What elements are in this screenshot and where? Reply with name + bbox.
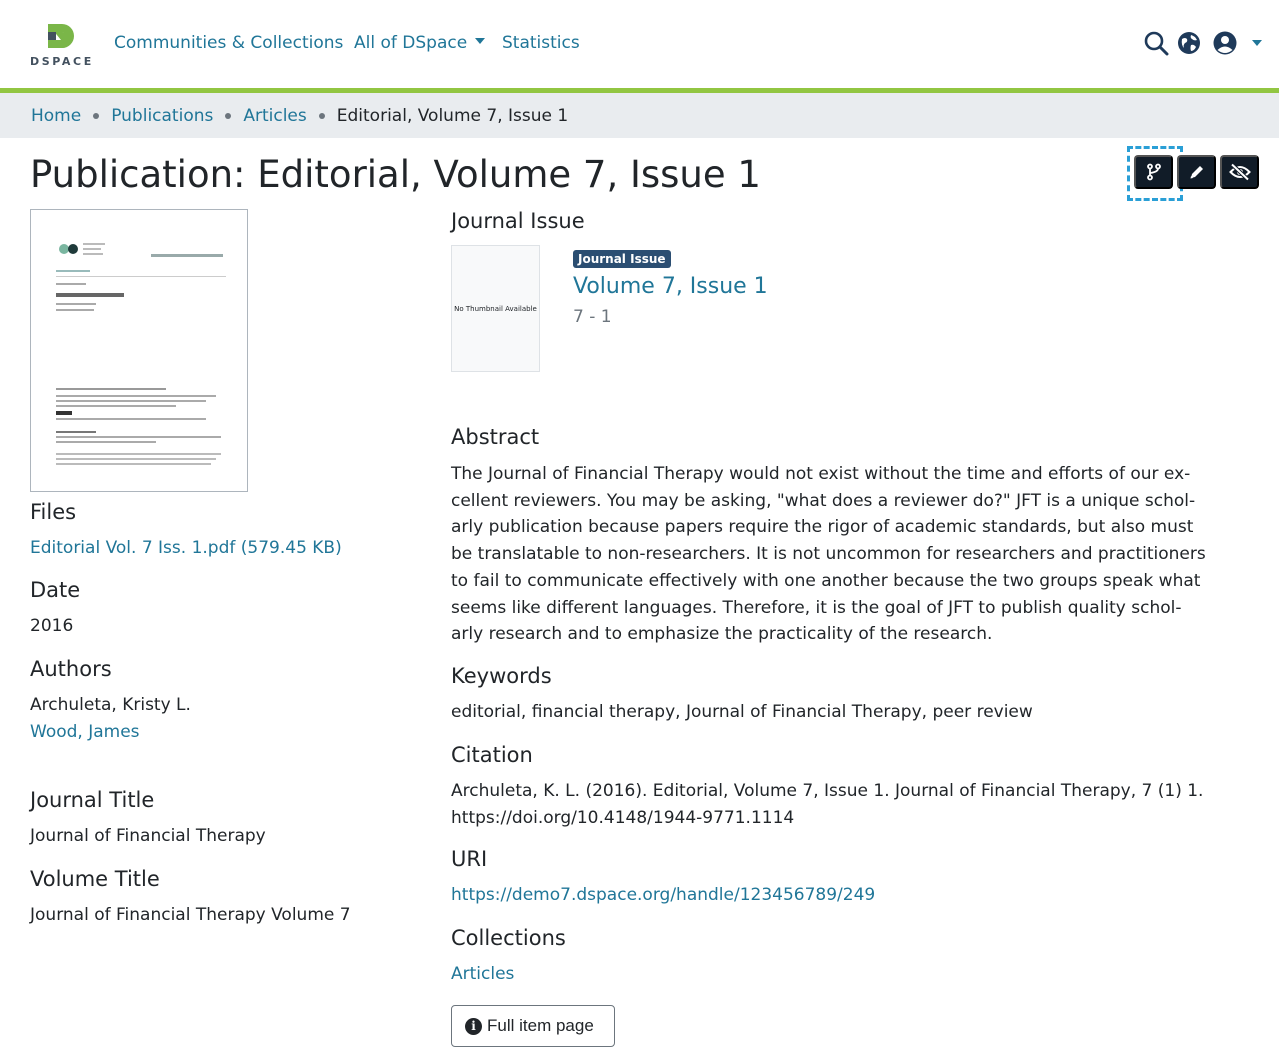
nav-communities-collections[interactable]: Communities & Collections — [114, 33, 344, 53]
file-download-link[interactable]: Editorial Vol. 7 Iss. 1.pdf (579.45 KB) — [30, 538, 342, 558]
item-thumbnail[interactable] — [30, 209, 248, 492]
journal-issue-thumbnail[interactable]: No Thumbnail Available — [451, 245, 540, 372]
nav-all-of-dspace[interactable] — [354, 33, 485, 53]
authors-heading: Authors — [30, 657, 112, 681]
nav-all-of-dspace-label: All of DSpace — [354, 33, 468, 53]
author-link[interactable]: Wood, James — [30, 722, 140, 742]
collections-heading: Collections — [451, 926, 566, 950]
journal-title-heading: Journal Title — [30, 788, 155, 812]
abstract-line: seems like different languages. Therefore, it is the goal of JFT to publish quality schol- — [451, 597, 1182, 618]
journal-issue-heading: Journal Issue — [451, 209, 585, 233]
pencil-icon — [1188, 163, 1206, 181]
journal-issue-link[interactable]: Volume 7, Issue 1 — [573, 274, 768, 299]
uri-link[interactable]: https://demo7.dspace.org/handle/123456789/249 — [451, 885, 876, 905]
files-heading: Files — [30, 500, 77, 524]
abstract-line: arly publication because papers require the rigor of academic standards, but also must — [451, 517, 1194, 538]
breadcrumb-separator — [319, 113, 325, 119]
author-item: Archuleta, Kristy L. — [30, 695, 191, 715]
breadcrumb — [0, 93, 1279, 138]
uri-heading: URI — [451, 847, 488, 871]
search-icon[interactable] — [1143, 30, 1169, 56]
relationship-icon — [1145, 163, 1163, 181]
abstract-line: cellent reviewers. You may be asking, "what does a reviewer do?" JFT is a unique schol- — [451, 490, 1196, 511]
date-value: 2016 — [30, 616, 74, 636]
citation-doi: https://doi.org/10.4148/1944-9771.1114 — [451, 808, 795, 828]
volume-title-heading: Volume Title — [30, 867, 160, 891]
collection-link[interactable]: Articles — [451, 964, 515, 984]
breadcrumb-home[interactable]: Home — [31, 105, 82, 126]
eye-slash-icon — [1229, 163, 1251, 181]
breadcrumb-separator — [93, 113, 99, 119]
abstract-line: arly research and to emphasize the practicality of the research. — [451, 624, 993, 645]
breadcrumb-separator — [225, 113, 231, 119]
keywords-heading: Keywords — [451, 664, 552, 688]
type-badge: Journal Issue — [573, 250, 671, 268]
abstract-text — [451, 461, 1206, 648]
document-preview-image — [31, 210, 247, 491]
caret-down-icon — [475, 38, 485, 44]
edit-button[interactable] — [1177, 155, 1216, 189]
page-title: Publication: Editorial, Volume 7, Issue 1 — [30, 153, 761, 196]
relationships-button[interactable] — [1134, 155, 1173, 189]
journal-title-value: Journal of Financial Therapy — [30, 826, 266, 846]
user-icon[interactable] — [1212, 30, 1238, 56]
journal-issue-number: 7 - 1 — [573, 307, 612, 327]
citation-line: Archuleta, K. L. (2016). Editorial, Volume 7, Issue 1. Journal of Financial Therapy, 7 (1) 1. — [451, 781, 1204, 801]
citation-heading: Citation — [451, 743, 533, 767]
nav-statistics[interactable]: Statistics — [502, 33, 580, 53]
info-circle-icon: i — [465, 1018, 482, 1035]
site-header — [0, 0, 1279, 89]
globe-icon[interactable] — [1176, 30, 1202, 56]
abstract-line: The Journal of Financial Therapy would not exist without the time and efforts of our ex- — [451, 464, 1191, 484]
user-menu-caret-icon[interactable] — [1252, 40, 1262, 46]
full-item-page-label: Full item page — [487, 1016, 594, 1035]
abstract-line: to fail to communicate effectively with one another because the two groups speak what — [451, 570, 1201, 591]
breadcrumb-articles[interactable]: Articles — [243, 105, 307, 126]
breadcrumb-current: Editorial, Volume 7, Issue 1 — [336, 105, 569, 126]
breadcrumb-publications[interactable]: Publications — [111, 105, 214, 126]
abstract-heading: Abstract — [451, 425, 540, 449]
date-heading: Date — [30, 578, 81, 602]
keywords-value: editorial, financial therapy, Journal of Financial Therapy, peer review — [451, 702, 1033, 722]
full-item-page-button[interactable] — [451, 1005, 615, 1047]
volume-title-value: Journal of Financial Therapy Volume 7 — [30, 905, 351, 925]
logo-text: DSPACE — [30, 55, 94, 68]
abstract-line: be translatable to non-researchers. It is not uncommon for researchers and practitioners — [451, 544, 1206, 565]
toggle-visibility-button[interactable] — [1220, 155, 1259, 189]
